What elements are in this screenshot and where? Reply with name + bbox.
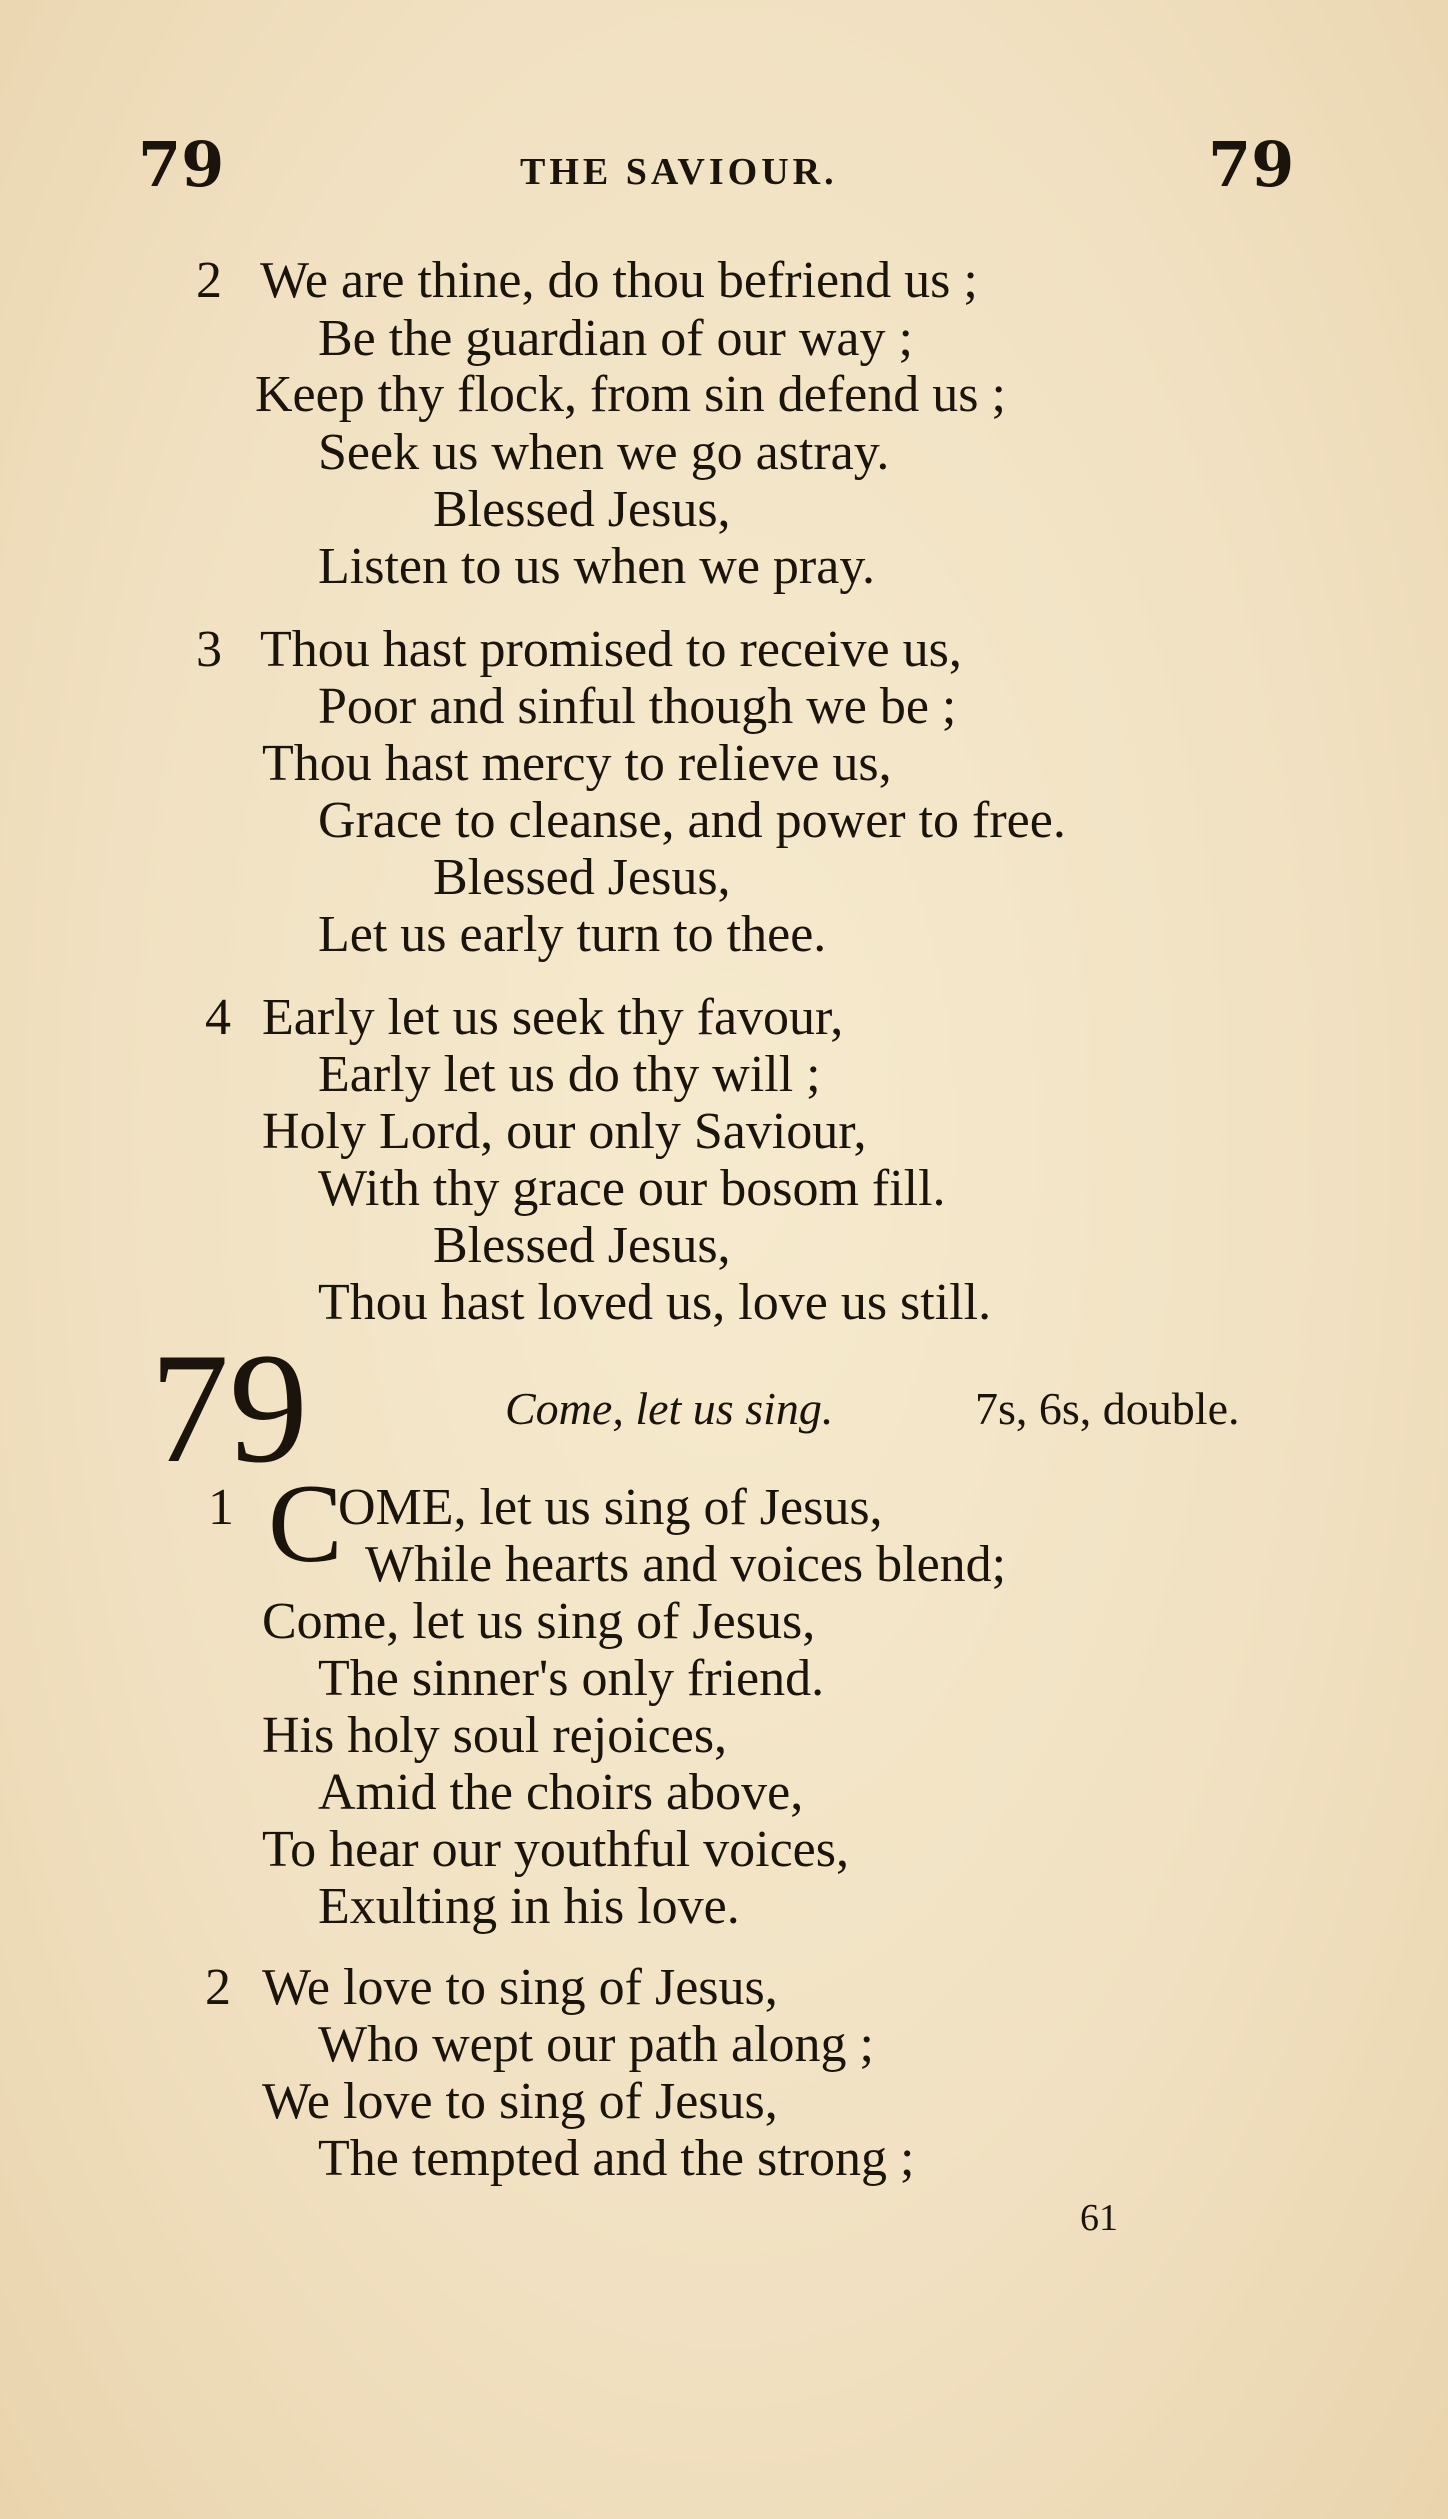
page-number-right: 79 xyxy=(1208,128,1295,201)
verse-line: We love to sing of Jesus, xyxy=(262,1959,778,2016)
verse-line: Blessed Jesus, xyxy=(433,849,731,906)
verse-line: Blessed Jesus, xyxy=(433,1217,731,1274)
verse-line: Thou hast loved us, love us still. xyxy=(318,1274,992,1331)
verse-line: Exulting in his love. xyxy=(318,1878,740,1935)
verse-line: Who wept our path along ; xyxy=(318,2016,874,2073)
signature-mark: 61 xyxy=(1080,2197,1118,2239)
verse-line: We are thine, do thou befriend us ; xyxy=(260,252,978,309)
verse-line: We love to sing of Jesus, xyxy=(262,2073,778,2130)
verse-line: Grace to cleanse, and power to free. xyxy=(318,792,1066,849)
verse-line: Holy Lord, our only Saviour, xyxy=(262,1103,867,1160)
verse-line: Poor and sinful though we be ; xyxy=(318,678,957,735)
verse-line: OME, let us sing of Jesus, xyxy=(338,1479,883,1536)
verse-line: Be the guardian of our way ; xyxy=(318,310,913,367)
verse-line: The sinner's only friend. xyxy=(318,1650,825,1707)
verse-line: His holy soul rejoices, xyxy=(262,1707,728,1764)
verse-line: Thou hast promised to receive us, xyxy=(260,621,962,678)
stanza-number: 4 xyxy=(205,989,231,1046)
verse-line: Amid the choirs above, xyxy=(318,1764,804,1821)
hymn-meter: 7s, 6s, double. xyxy=(975,1383,1240,1434)
running-title: THE SAVIOUR. xyxy=(520,151,838,193)
verse-line: Listen to us when we pray. xyxy=(318,538,875,595)
stanza-number: 2 xyxy=(205,1959,231,2016)
hymn-title: Come, let us sing. xyxy=(505,1383,834,1434)
stanza-number: 2 xyxy=(196,252,222,309)
hymn-number: 79 xyxy=(150,1321,308,1496)
stanza-number: 1 xyxy=(208,1479,234,1536)
verse-line: Seek us when we go astray. xyxy=(318,424,890,481)
verse-line: With thy grace our bosom fill. xyxy=(318,1160,946,1217)
stanza-number: 3 xyxy=(196,621,222,678)
verse-line: To hear our youthful voices, xyxy=(262,1821,849,1878)
verse-line: The tempted and the strong ; xyxy=(318,2130,915,2187)
verse-line: While hearts and voices blend; xyxy=(365,1536,1007,1593)
verse-line: Come, let us sing of Jesus, xyxy=(262,1593,816,1650)
verse-line: Thou hast mercy to relieve us, xyxy=(262,735,892,792)
verse-line: Early let us do thy will ; xyxy=(318,1046,821,1103)
verse-line: Early let us seek thy favour, xyxy=(262,989,844,1046)
verse-line: Keep thy flock, from sin defend us ; xyxy=(255,366,1006,423)
verse-line: Let us early turn to thee. xyxy=(318,906,827,963)
drop-cap: C xyxy=(268,1462,343,1586)
verse-line: Blessed Jesus, xyxy=(433,481,731,538)
page-number-left: 79 xyxy=(138,128,225,201)
